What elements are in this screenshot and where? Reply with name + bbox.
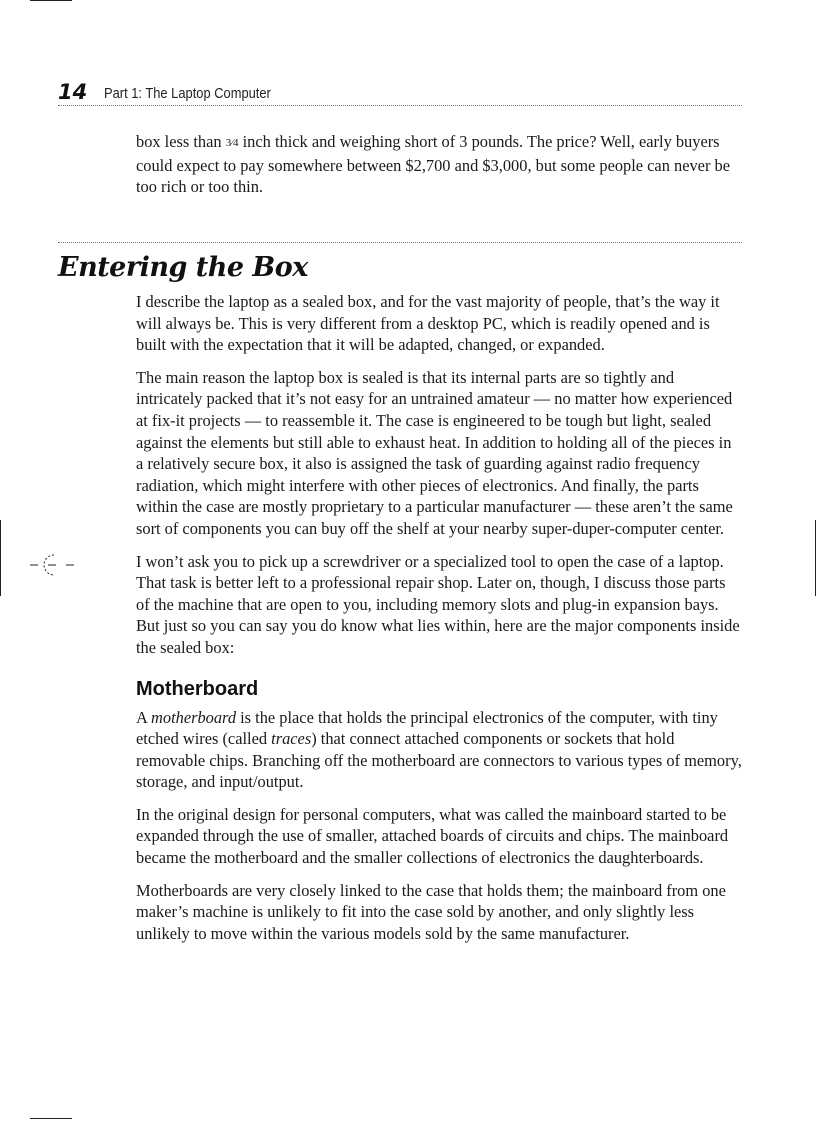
crop-mark-left-vertical xyxy=(0,520,1,596)
subsection-paragraph-2: In the original design for personal computers, what was called the mainboard started to be expanded through the use of smaller, attached boards of circuits and chips. The mainboard became the motherboard and the smaller collections of electronics the daughterboards. xyxy=(136,804,729,868)
section-paragraph-2: The main reason the laptop box is sealed is that its internal parts are so tightly and intricately packed that it’s not easy for an untrained amateur — no matter how experienced at fix-it projects — to reassemble it. The case is engineered to be tough but light, sealed against the elements but still able to exhaust heat. In addition to holding all of the pieces in a relatively secure box, it also is assigned the task of guarding against radio frequency radiation, which might interfere with other pieces of electronics. And finally, the parts within the case are mostly proprietary to a particular manufacturer — these aren’t the same sort of components you can buy off the shelf at your nearby super-duper-computer center. xyxy=(136,367,733,538)
intro-text-start: box less than xyxy=(136,132,226,151)
crop-mark-bottom-left xyxy=(30,1118,72,1119)
registration-target-icon xyxy=(30,550,76,580)
section-paragraph-1: I describe the laptop as a sealed box, and for the vast majority of people, that’s the way it will always be. This is very different from a desktop PC, which is readily opened and is built with the expectation that it will be adapted, changed, or expanded. xyxy=(136,292,720,355)
section-divider xyxy=(58,242,742,243)
sub-para1-text-c: ) that connect attached components or sockets that hold removable chips. Branching off the motherboard are connectors to various types of memory, storage, and input/output. xyxy=(136,729,742,792)
intro-text xyxy=(136,131,742,209)
fraction-three-quarters: 3⁄4 xyxy=(225,137,239,149)
section-paragraph-3: I won’t ask you to pick up a screwdriver or a specialized tool to open the case of a laptop. That task is better left to a professional repair shop. Later on, though, I discuss those parts of the machine that are open to you, including memory slots and plug-in expansion bays. But just so you can say you do know what lies within, here are the major components inside the sealed box: xyxy=(136,551,740,657)
header-divider xyxy=(58,105,742,106)
subsection-paragraph-1 xyxy=(136,707,742,793)
section-heading: Entering the Box xyxy=(58,252,308,283)
subsection-heading: Motherboard xyxy=(136,677,259,700)
section-body xyxy=(136,291,742,955)
term-traces: traces xyxy=(271,729,312,749)
intro-paragraph xyxy=(136,131,742,198)
page-header xyxy=(58,80,742,106)
subsection-paragraph-3: Motherboards are very closely linked to the case that holds them; the mainboard from one maker’s machine is unlikely to fit into the case sold by another, and only slightly less unlikely to move within the various models sold by the same manufacturer. xyxy=(136,880,726,943)
page-number: 14 xyxy=(58,80,88,104)
running-head: Part 1: The Laptop Computer xyxy=(104,85,271,102)
intro-text-end: inch thick and weighing short of 3 pounds. The price? Well, early buyers could expect to pay somewhere between $2,700 and $3,000, but some people can never be too rich or too thin. xyxy=(136,132,730,197)
term-motherboard: motherboard xyxy=(151,707,237,727)
sub-para1-text-a: A xyxy=(136,707,152,727)
crop-mark-top-left xyxy=(30,0,72,1)
sub-para1-text-b: is the place that holds the principal electronics of the computer, with tiny etched wires (called xyxy=(136,707,718,749)
